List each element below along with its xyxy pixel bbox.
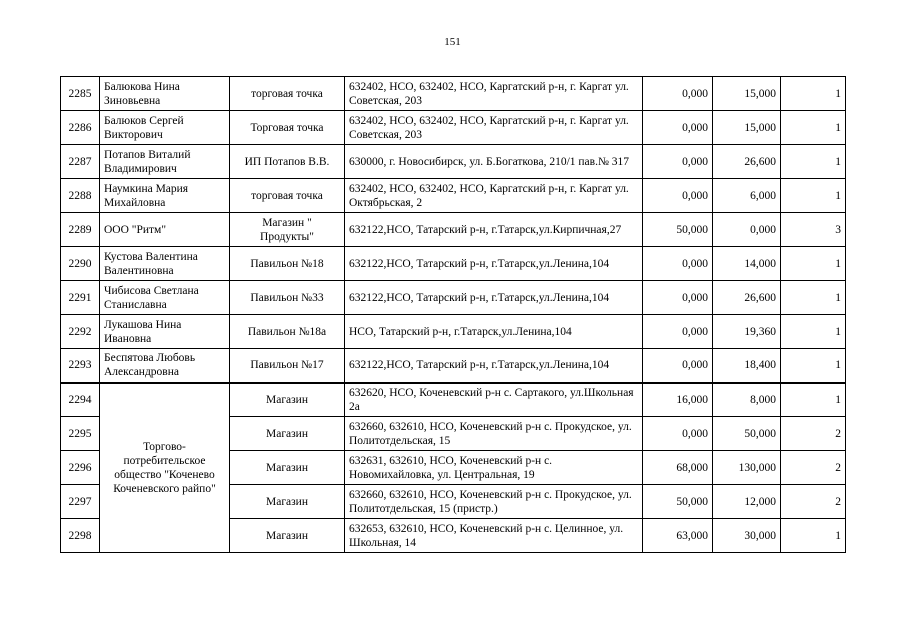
row-number: 2287 bbox=[61, 145, 100, 179]
object-type: ИП Потапов В.В. bbox=[230, 145, 345, 179]
object-type: Торговая точка bbox=[230, 111, 345, 145]
value-3: 1 bbox=[781, 349, 846, 383]
value-1: 50,000 bbox=[643, 213, 713, 247]
value-3: 1 bbox=[781, 383, 846, 417]
value-2: 8,000 bbox=[713, 383, 781, 417]
value-3: 1 bbox=[781, 145, 846, 179]
value-3: 2 bbox=[781, 451, 846, 485]
table-row bbox=[61, 247, 846, 281]
table-row bbox=[61, 213, 846, 247]
row-number: 2291 bbox=[61, 281, 100, 315]
value-3: 1 bbox=[781, 315, 846, 349]
value-1: 0,000 bbox=[643, 417, 713, 451]
row-number: 2298 bbox=[61, 519, 100, 553]
object-type: Павильон №18а bbox=[230, 315, 345, 349]
value-3: 1 bbox=[781, 247, 846, 281]
owner-name: Кустова Валентина Валентиновна bbox=[100, 247, 230, 281]
value-3: 1 bbox=[781, 111, 846, 145]
value-3: 2 bbox=[781, 417, 846, 451]
value-2: 6,000 bbox=[713, 179, 781, 213]
address: 632402, НСО, 632402, НСО, Каргатский р-н, г. Каргат ул. Советская, 203 bbox=[345, 111, 643, 145]
value-1: 0,000 bbox=[643, 145, 713, 179]
object-type: Магазин bbox=[230, 383, 345, 417]
row-number: 2290 bbox=[61, 247, 100, 281]
value-1: 63,000 bbox=[643, 519, 713, 553]
value-1: 0,000 bbox=[643, 247, 713, 281]
address: 632122,НСО, Татарский р-н, г.Татарск,ул.Кирпичная,27 bbox=[345, 213, 643, 247]
address: 632660, 632610, НСО, Коченевский р-н с. Прокудское, ул. Политотдельская, 15 bbox=[345, 417, 643, 451]
address: 632402, НСО, 632402, НСО, Каргатский р-н, г. Каргат ул. Октябрьская, 2 bbox=[345, 179, 643, 213]
row-number: 2294 bbox=[61, 383, 100, 417]
row-number: 2295 bbox=[61, 417, 100, 451]
group-owner-name: Торгово-потребительское общество "Коченево Коченевского райпо" bbox=[100, 383, 230, 553]
address: 632653, 632610, НСО, Коченевский р-н с. Целинное, ул. Школьная, 14 bbox=[345, 519, 643, 553]
value-1: 0,000 bbox=[643, 179, 713, 213]
owner-name: Балюкова Нина Зиновьевна bbox=[100, 77, 230, 111]
value-3: 1 bbox=[781, 179, 846, 213]
value-2: 26,600 bbox=[713, 145, 781, 179]
value-2: 50,000 bbox=[713, 417, 781, 451]
table-row bbox=[61, 111, 846, 145]
value-2: 19,360 bbox=[713, 315, 781, 349]
value-2: 15,000 bbox=[713, 111, 781, 145]
value-1: 0,000 bbox=[643, 315, 713, 349]
row-number: 2293 bbox=[61, 349, 100, 383]
address: НСО, Татарский р-н, г.Татарск,ул.Ленина,104 bbox=[345, 315, 643, 349]
address: 632122,НСО, Татарский р-н, г.Татарск,ул.Ленина,104 bbox=[345, 281, 643, 315]
owner-name: Лукашова Нина Ивановна bbox=[100, 315, 230, 349]
page-number: 151 bbox=[444, 36, 461, 48]
table-row bbox=[61, 383, 846, 417]
address: 632122,НСО, Татарский р-н, г.Татарск,ул.Ленина,104 bbox=[345, 247, 643, 281]
address: 632620, НСО, Коченевский р-н с. Сартакого, ул.Школьная 2а bbox=[345, 383, 643, 417]
value-1: 0,000 bbox=[643, 281, 713, 315]
object-type: Магазин " Продукты" bbox=[230, 213, 345, 247]
value-1: 68,000 bbox=[643, 451, 713, 485]
table-row bbox=[61, 281, 846, 315]
table-row bbox=[61, 315, 846, 349]
object-type: Павильон №17 bbox=[230, 349, 345, 383]
owner-name: ООО "Ритм" bbox=[100, 213, 230, 247]
address: 630000, г. Новосибирск, ул. Б.Богаткова, 210/1 пав.№ 317 bbox=[345, 145, 643, 179]
value-1: 0,000 bbox=[643, 349, 713, 383]
owner-name: Беспятова Любовь Александровна bbox=[100, 349, 230, 383]
object-type: Магазин bbox=[230, 519, 345, 553]
value-2: 26,600 bbox=[713, 281, 781, 315]
registry-body bbox=[61, 77, 846, 553]
object-type: Павильон №33 bbox=[230, 281, 345, 315]
value-2: 15,000 bbox=[713, 77, 781, 111]
address: 632122,НСО, Татарский р-н, г.Татарск,ул.Ленина,104 bbox=[345, 349, 643, 383]
value-3: 1 bbox=[781, 519, 846, 553]
value-1: 50,000 bbox=[643, 485, 713, 519]
row-number: 2289 bbox=[61, 213, 100, 247]
row-number: 2286 bbox=[61, 111, 100, 145]
object-type: Павильон №18 bbox=[230, 247, 345, 281]
value-3: 2 bbox=[781, 485, 846, 519]
owner-name: Потапов Виталий Владимирович bbox=[100, 145, 230, 179]
object-type: торговая точка bbox=[230, 77, 345, 111]
value-2: 130,000 bbox=[713, 451, 781, 485]
row-number: 2288 bbox=[61, 179, 100, 213]
object-type: Магазин bbox=[230, 451, 345, 485]
value-2: 14,000 bbox=[713, 247, 781, 281]
value-2: 30,000 bbox=[713, 519, 781, 553]
object-type: Магазин bbox=[230, 485, 345, 519]
owner-name: Балюков Сергей Викторович bbox=[100, 111, 230, 145]
table-row bbox=[61, 77, 846, 111]
address: 632402, НСО, 632402, НСО, Каргатский р-н, г. Каргат ул. Советская, 203 bbox=[345, 77, 643, 111]
value-3: 1 bbox=[781, 77, 846, 111]
object-type: Магазин bbox=[230, 417, 345, 451]
owner-name: Чибисова Светлана Станиславна bbox=[100, 281, 230, 315]
owner-name: Наумкина Мария Михайловна bbox=[100, 179, 230, 213]
value-3: 1 bbox=[781, 281, 846, 315]
table-row bbox=[61, 145, 846, 179]
value-1: 0,000 bbox=[643, 77, 713, 111]
value-1: 0,000 bbox=[643, 111, 713, 145]
table-row bbox=[61, 179, 846, 213]
row-number: 2285 bbox=[61, 77, 100, 111]
address: 632631, 632610, НСО, Коченевский р-н с. Новомихайловка, ул. Центральная, 19 bbox=[345, 451, 643, 485]
row-number: 2297 bbox=[61, 485, 100, 519]
row-number: 2292 bbox=[61, 315, 100, 349]
value-2: 18,400 bbox=[713, 349, 781, 383]
object-type: торговая точка bbox=[230, 179, 345, 213]
value-1: 16,000 bbox=[643, 383, 713, 417]
value-2: 12,000 bbox=[713, 485, 781, 519]
address: 632660, 632610, НСО, Коченевский р-н с. Прокудское, ул. Политотдельская, 15 (пристр.) bbox=[345, 485, 643, 519]
value-3: 3 bbox=[781, 213, 846, 247]
table-row bbox=[61, 349, 846, 383]
registry-table bbox=[60, 76, 846, 553]
row-number: 2296 bbox=[61, 451, 100, 485]
value-2: 0,000 bbox=[713, 213, 781, 247]
